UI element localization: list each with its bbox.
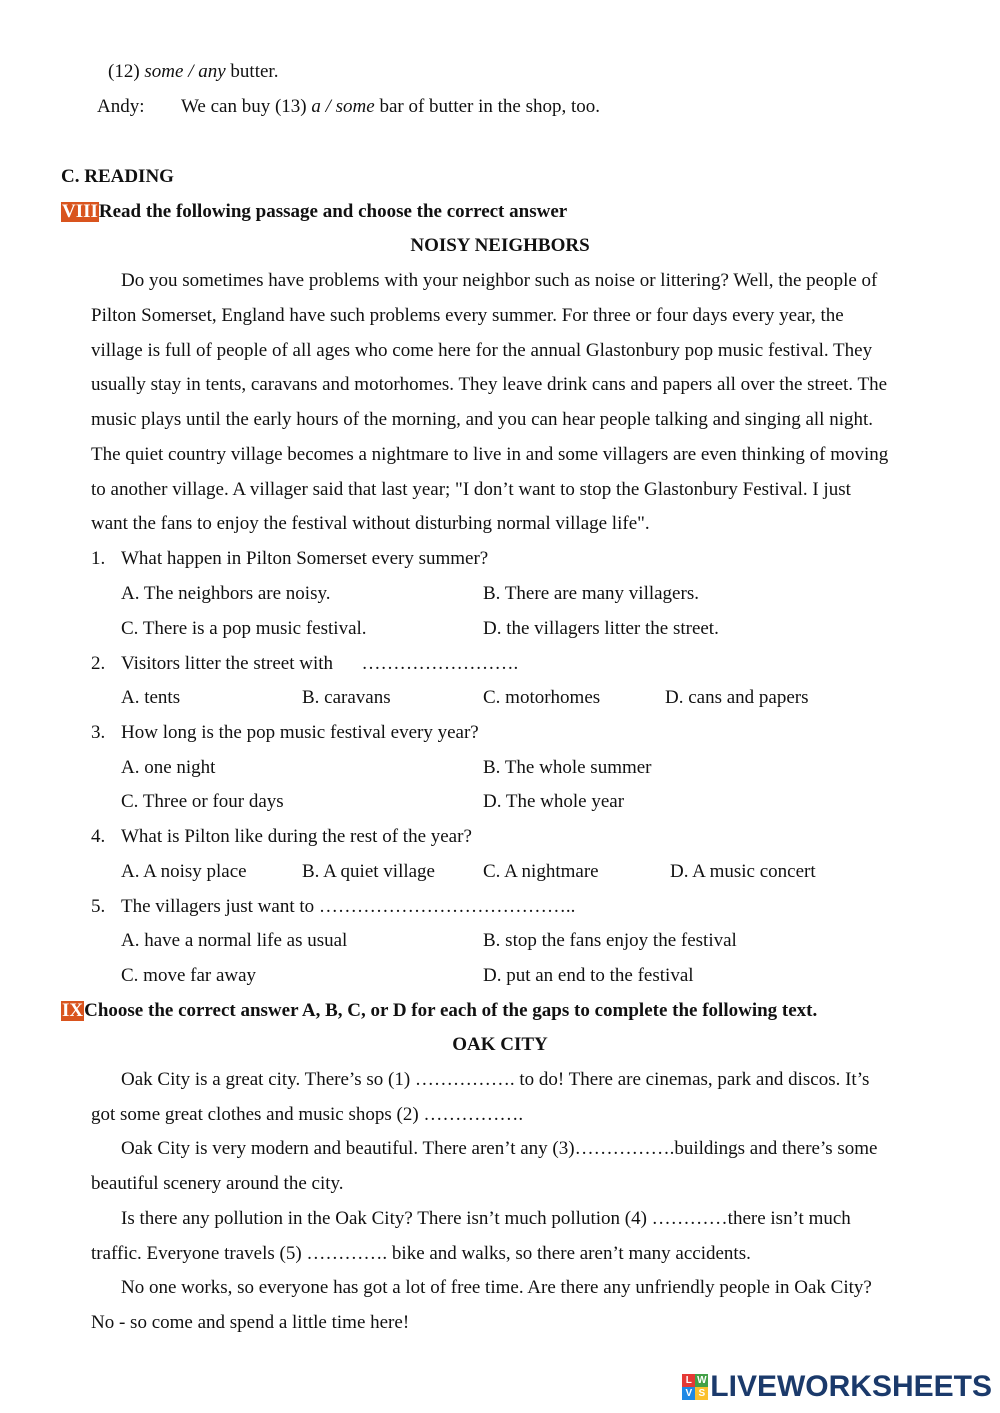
choice-text: some / any xyxy=(144,61,226,82)
question-1 xyxy=(91,547,105,571)
choice-text: a / some xyxy=(311,96,375,117)
passage-line: Is there any pollution in the Oak City? There isn’t much pollution (4) …………there isn’t much xyxy=(121,1208,851,1229)
passage-line: Pilton Somerset, England have such problems every summer. For three or four days every year, the xyxy=(91,305,844,326)
passage-line: want the fans to enjoy the festival without disturbing normal village life". xyxy=(91,513,650,534)
question-2-text: Visitors litter the street with ……………………. xyxy=(121,653,519,674)
question-number: 3. xyxy=(91,722,106,743)
answer-option[interactable]: B. A quiet village xyxy=(302,861,435,882)
answer-option[interactable]: C. move far away xyxy=(121,965,257,986)
logo-mark-cell: V xyxy=(682,1387,695,1400)
question-number: 5. xyxy=(91,896,106,917)
passage-line: to another village. A villager said that last year; "I don’t want to stop the Glastonbury Festival. I just xyxy=(91,479,851,500)
answer-option[interactable]: C. Three or four days xyxy=(121,791,284,812)
answer-option[interactable]: A. A noisy place xyxy=(121,861,247,882)
answer-option[interactable]: D. The whole year xyxy=(483,791,625,812)
answer-option[interactable]: A. have a normal life as usual xyxy=(121,930,348,951)
question-4-text: What is Pilton like during the rest of the year? xyxy=(121,826,472,847)
answer-option[interactable]: A. tents xyxy=(121,687,181,708)
passage-line: No one works, so everyone has got a lot of free time. Are there any unfriendly people in Oak City? xyxy=(121,1277,872,1298)
question-number: 1. xyxy=(91,548,106,569)
line-text: bar of butter in the shop, too. xyxy=(374,96,601,117)
question-5 xyxy=(91,895,105,919)
passage-line: got some great clothes and music shops (2) ……………. xyxy=(91,1104,524,1125)
answer-option[interactable]: D. put an end to the festival xyxy=(483,965,694,986)
exercise-number-badge: VIII xyxy=(62,201,98,222)
answer-option[interactable]: D. the villagers litter the street. xyxy=(483,618,719,639)
passage-line: usually stay in tents, caravans and motorhomes. They leave drink cans and papers all over the street. The xyxy=(91,374,887,395)
logo-text: LIVEWORKSHEETS xyxy=(710,1370,992,1403)
passage-line: music plays until the early hours of the morning, and you can hear people talking and singing all night. xyxy=(91,409,873,430)
dialogue-line-13-text xyxy=(181,95,600,119)
passage-line: The quiet country village becomes a nightmare to live in and some villagers are even thinking of moving xyxy=(91,444,889,465)
section-heading-reading: C. READING xyxy=(61,166,174,187)
answer-option[interactable]: D. A music concert xyxy=(670,861,816,882)
dialogue-line-12 xyxy=(108,60,278,84)
instruction-text: Choose the correct answer A, B, C, or D for each of the gaps to complete the following text. xyxy=(84,1000,818,1021)
question-number: 2. xyxy=(91,653,106,674)
logo-mark-cell: W xyxy=(697,1375,707,1386)
passage-title-noisy-neighbors: NOISY NEIGHBORS xyxy=(410,235,590,256)
dialogue-line-13 xyxy=(97,95,145,119)
passage-line: village is full of people of all ages who come here for the annual Glastonbury pop music festival. They xyxy=(91,340,873,361)
logo-mark-cell: S xyxy=(695,1387,708,1400)
line-text: We can buy (13) xyxy=(181,96,312,117)
exercise-viii-instruction xyxy=(61,200,567,224)
passage-title-oak-city: OAK CITY xyxy=(452,1034,548,1055)
logo-mark-cell: L xyxy=(682,1374,695,1387)
question-5-text: The villagers just want to ………………………………….. xyxy=(121,896,576,917)
passage-line: Do you sometimes have problems with your neighbor such as noise or littering? Well, the people of xyxy=(121,270,878,291)
question-1-text: What happen in Pilton Somerset every summer? xyxy=(121,548,489,569)
answer-option[interactable]: B. The whole summer xyxy=(483,757,652,778)
answer-option[interactable]: B. stop the fans enjoy the festival xyxy=(483,930,737,951)
line-text: butter. xyxy=(225,61,279,82)
passage-line: beautiful scenery around the city. xyxy=(91,1173,344,1194)
answer-option[interactable]: D. cans and papers xyxy=(665,687,809,708)
exercise-ix-instruction xyxy=(61,999,817,1023)
instruction-text: Read the following passage and choose the correct answer xyxy=(98,201,568,222)
answer-option[interactable]: A. one night xyxy=(121,757,216,778)
question-3 xyxy=(91,721,105,745)
question-3-text: How long is the pop music festival every year? xyxy=(121,722,479,743)
passage-line: traffic. Everyone travels (5) …………. bike and walks, so there aren’t many accidents. xyxy=(91,1243,751,1264)
line-text: (12) xyxy=(108,61,145,82)
question-2 xyxy=(91,652,105,676)
passage-line: Oak City is very modern and beautiful. There aren’t any (3)…………….buildings and there’s some xyxy=(121,1138,878,1159)
answer-option[interactable]: C. motorhomes xyxy=(483,687,601,708)
answer-option[interactable]: B. caravans xyxy=(302,687,391,708)
speaker-label: Andy: xyxy=(97,96,145,117)
answer-option[interactable]: A. The neighbors are noisy. xyxy=(121,583,331,604)
question-4 xyxy=(91,825,105,849)
liveworksheets-logo[interactable] xyxy=(682,1369,992,1405)
question-number: 4. xyxy=(91,826,106,847)
answer-option[interactable]: B. There are many villagers. xyxy=(483,583,699,604)
passage-line: Oak City is a great city. There’s so (1) ……………. to do! There are cinemas, park and discos. It’s xyxy=(121,1069,870,1090)
answer-option[interactable]: C. There is a pop music festival. xyxy=(121,618,367,639)
answer-option[interactable]: C. A nightmare xyxy=(483,861,599,882)
passage-line: No - so come and spend a little time here! xyxy=(91,1312,410,1333)
exercise-number-badge: IX xyxy=(62,1000,84,1021)
liveworksheets-mark-icon xyxy=(682,1374,708,1400)
